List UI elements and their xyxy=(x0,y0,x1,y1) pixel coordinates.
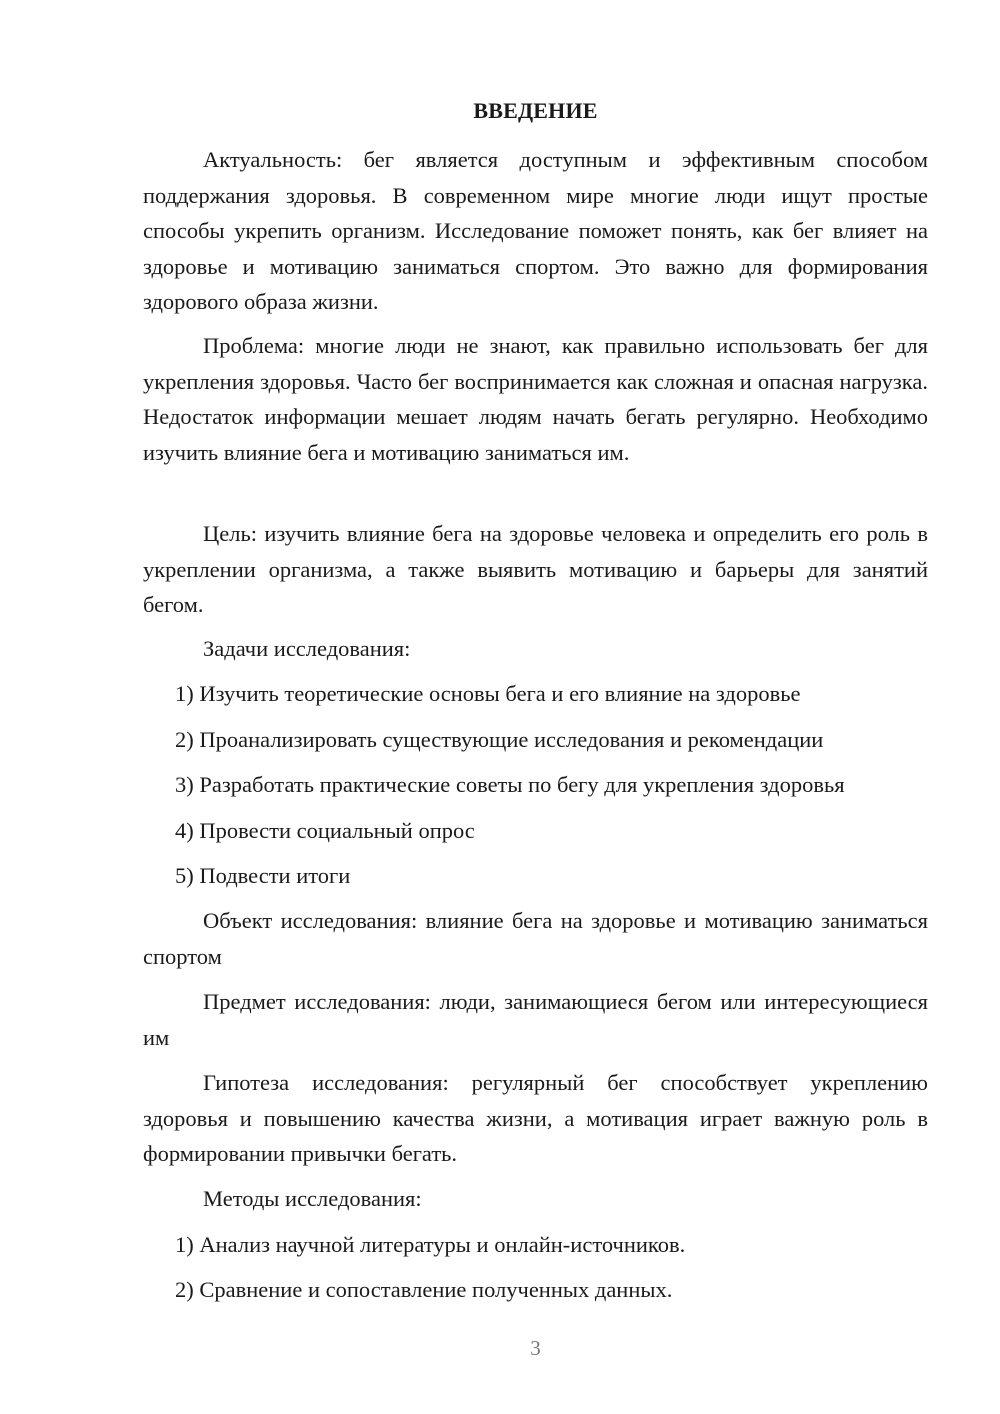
task-item: 4) Провести социальный опрос xyxy=(175,818,475,843)
task-item: 2) Проанализировать существующие исследования и рекомендации xyxy=(175,727,824,752)
task-item: 3) Разработать практические советы по бегу для укрепления здоровья xyxy=(175,772,845,797)
task-item: 1) Изучить теоретические основы бега и его влияние на здоровье xyxy=(175,681,801,706)
page-number: 3 xyxy=(530,1336,541,1360)
methods-heading: Методы исследования: xyxy=(203,1186,422,1211)
method-item: 1) Анализ научной литературы и онлайн-источников. xyxy=(175,1232,686,1257)
hypothesis-paragraph: Гипотеза исследования: регулярный бег способствует укреплению здоровья и повышению качества жизни, а мотивация играет важную роль в формировании привычки бегать. xyxy=(143,1070,928,1166)
goal-paragraph: Цель: изучить влияние бега на здоровье человека и определить его роль в укреплении организма, а также выявить мотивацию и барьеры для занятий бегом. xyxy=(143,521,928,617)
task-item: 5) Подвести итоги xyxy=(175,863,351,888)
section-title: ВВЕДЕНИЕ xyxy=(473,98,598,123)
document-page xyxy=(143,0,928,1414)
method-item: 2) Сравнение и сопоставление полученных данных. xyxy=(175,1277,673,1302)
problem-paragraph: Проблема: многие люди не знают, как правильно использовать бег для укрепления здоровья. Часто бег воспринимается как сложная и опасная нагрузка. Недостаток информации мешает людям начать бегать регулярно. Необходимо изучить влияние бега и мотивацию заниматься им. xyxy=(143,333,928,465)
tasks-heading: Задачи исследования: xyxy=(203,636,411,661)
subject-paragraph: Предмет исследования: люди, занимающиеся бегом или интересующиеся им xyxy=(143,989,928,1050)
object-paragraph: Объект исследования: влияние бега на здоровье и мотивацию заниматься спортом xyxy=(143,908,928,969)
relevance-paragraph: Актуальность: бег является доступным и эффективным способом поддержания здоровья. В современном мире многие люди ищут простые способы укрепить организм. Исследование поможет понять, как бег влияет на здоровье и мотивацию заниматься спортом. Это важно для формирования здорового образа жизни. xyxy=(143,147,928,314)
